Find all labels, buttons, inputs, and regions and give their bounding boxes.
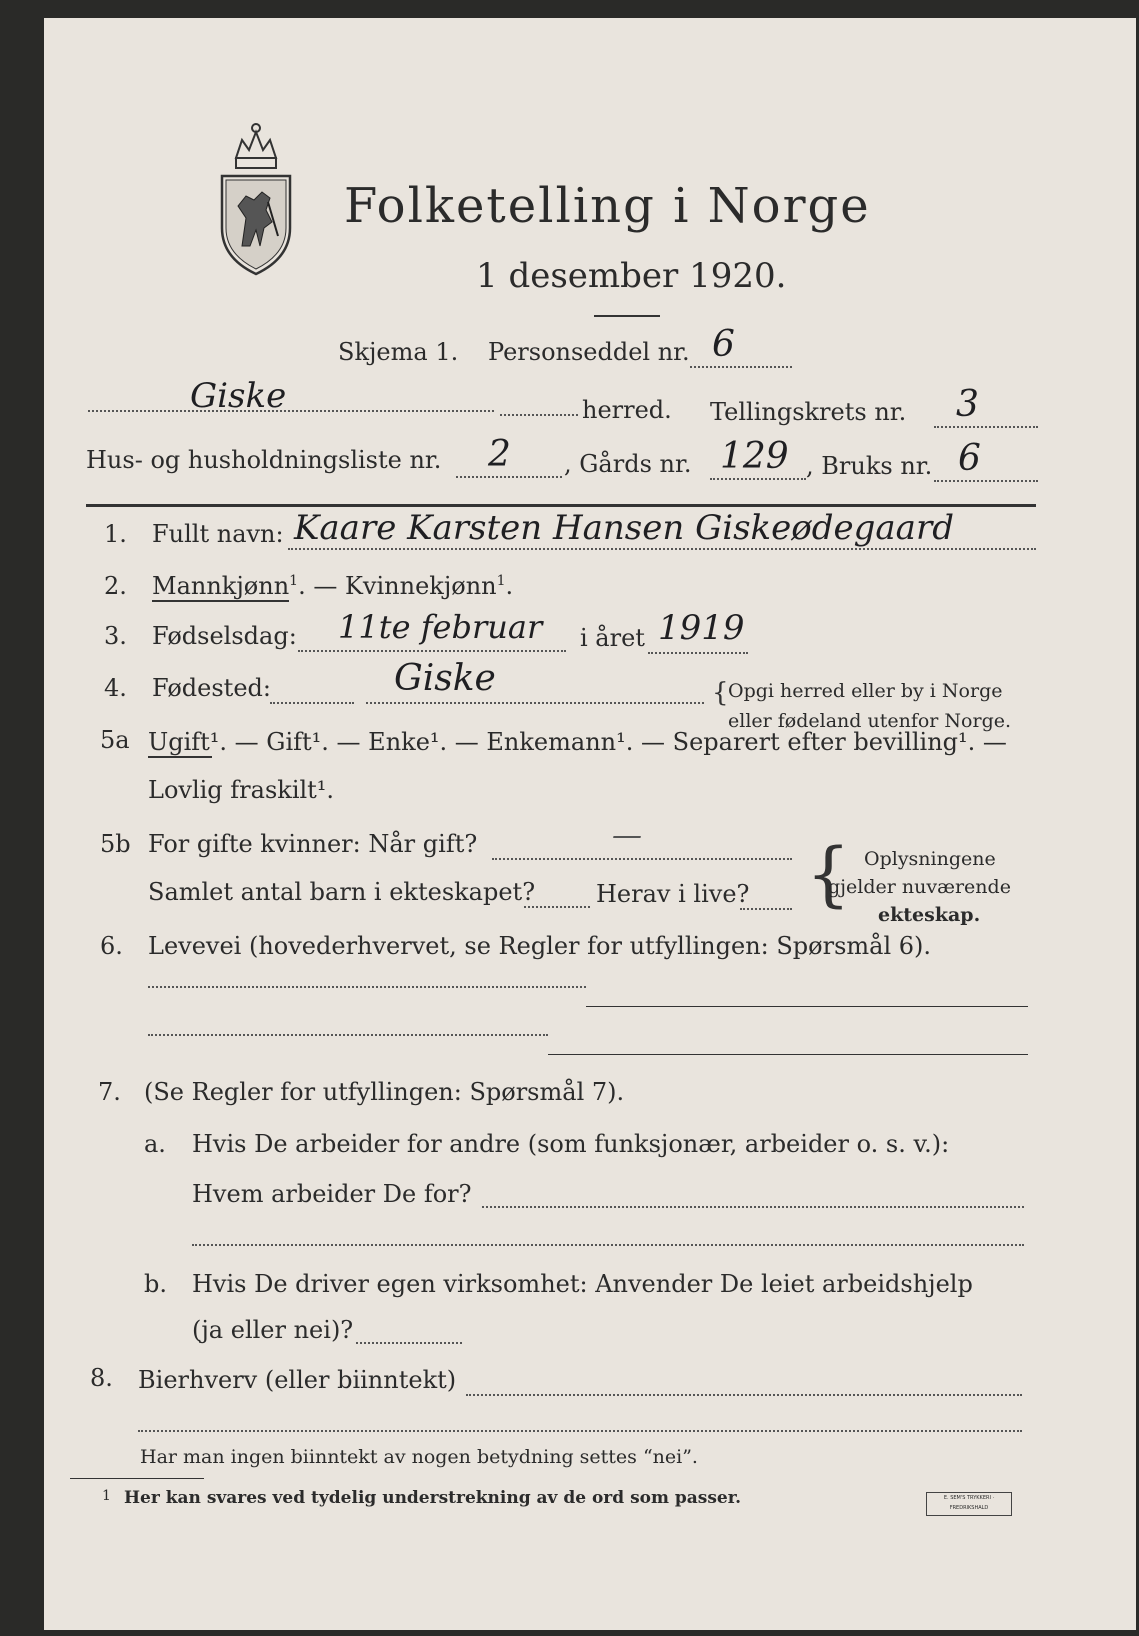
q4-label: Fødested: bbox=[152, 674, 271, 702]
title-divider bbox=[594, 315, 660, 317]
children-total-label: Samlet antal barn i ekteskapet? bbox=[148, 878, 536, 906]
q1-number: 1. bbox=[104, 520, 127, 548]
gards-value[interactable]: 129 bbox=[720, 436, 789, 477]
employer-field-line-2[interactable] bbox=[192, 1244, 1024, 1246]
q5b-number: 5b bbox=[100, 830, 131, 858]
hired-help-label: (ja eller nei)? bbox=[192, 1316, 354, 1344]
birthplace-value[interactable]: Giske bbox=[394, 658, 496, 699]
gender-female-option[interactable]: — Kvinnekjønn bbox=[313, 572, 497, 600]
married-when-value[interactable]: — bbox=[612, 818, 642, 853]
gender-male-option[interactable]: Mannkjønn bbox=[152, 572, 290, 600]
tellingskrets-label: Tellingskrets nr. bbox=[710, 398, 907, 426]
side-income-field[interactable] bbox=[466, 1394, 1022, 1396]
marital-status-options[interactable]: Ugift¹. — Gift¹. — Enke¹. — Enkemann¹. — Separert efter bevilling¹. — bbox=[148, 728, 1007, 756]
q7a-letter: a. bbox=[144, 1130, 166, 1158]
herred-label: herred. bbox=[582, 396, 672, 424]
q7b-question: Hvis De driver egen virksomhet: Anvender De leiet arbeidshjelp bbox=[192, 1270, 973, 1298]
q1-label: Fullt navn: bbox=[152, 520, 284, 548]
herred-value[interactable]: Giske bbox=[190, 376, 287, 416]
year-label: i året bbox=[580, 624, 645, 652]
form-title: Folketelling i Norge bbox=[344, 178, 871, 234]
ugift-underline bbox=[148, 756, 212, 758]
q3-number: 3. bbox=[104, 622, 127, 650]
hired-help-field[interactable] bbox=[356, 1342, 462, 1344]
footnote-mark: 1 bbox=[102, 1488, 111, 1504]
occupation-line-1[interactable] bbox=[586, 1006, 1028, 1007]
footnote-divider bbox=[70, 1478, 204, 1479]
personseddel-label: Personseddel nr. bbox=[488, 338, 690, 366]
q7a-question: Hvis De arbeider for andre (som funksjonær, arbeider o. s. v.): bbox=[192, 1130, 950, 1158]
side-income-label: Bierhverv (eller biinntekt) bbox=[138, 1366, 457, 1394]
household-list-value[interactable]: 2 bbox=[488, 434, 511, 475]
bruks-label: , Bruks nr. bbox=[806, 452, 933, 480]
schema-label: Skjema 1. bbox=[338, 338, 459, 366]
marriage-note-line3: ekteskap. bbox=[878, 904, 981, 926]
birth-year-value[interactable]: 1919 bbox=[658, 608, 745, 648]
norwegian-coat-of-arms-icon bbox=[216, 118, 296, 278]
census-form-page: Folketelling i Norge 1 desember 1920. Skjema 1. Personseddel nr. 6 Giske herred. Tellingskrets nr. 3 Hus- og husholdningsliste nr. 2 , Gårds nr. 129 , Bruks nr. 6 1. Fullt navn: Kaare Karsten Hansen Giskeødegaard 2. Mannkjønn$^1$. — Kvinnekjønn$^1$. 3. Fødselsdag: 11te februar i året 1919 4. Fødested: Giske { Opgi herred eller by i Norge eller fødeland utenfor Norge. 5a Ugift¹. — Gift¹. — Enke¹. — Enkemann¹. — Separert efter bevilling¹. — Lovlig fraskilt¹. 5b For gifte kvinner: Når gift? — Samlet antal barn i ekteskapet? Herav i live? { Oplysningene gjelder nuværende ekteskap. 6. Levevei (hovederhvervet, se Regler for utfyllingen: Spørsmål 6). 7. (Se Regler for utfyllingen: Spørsmål 7). a. Hvis De arbeider for andre (som funksjonær, arbeider o. s. v.): Hvem arbeider De for? b. Hvis De driver egen virksomhet: Anvender De leiet arbeidshjelp (ja eller nei)? 8. Bierhverv (eller biinntekt) Har man ingen biinntekt av nogen betydning settes “nei”. 1 Her kan svares ved tydelig understrekning av de ord som passer. E. SEM'S TRYKKERI · FREDRIKSHALD bbox=[44, 18, 1136, 1630]
q5a-number: 5a bbox=[100, 726, 130, 754]
gards-label: , Gårds nr. bbox=[564, 450, 692, 478]
employer-field[interactable] bbox=[482, 1206, 1024, 1208]
footnote-text: Her kan svares ved tydelig understrekning av de ord som passer. bbox=[124, 1488, 742, 1508]
side-income-field-line-2[interactable] bbox=[138, 1430, 1022, 1432]
q7-label: (Se Regler for utfyllingen: Spørsmål 7). bbox=[144, 1078, 625, 1106]
header-divider bbox=[86, 504, 1036, 507]
side-income-note: Har man ingen biinntekt av nogen betydning settes “nei”. bbox=[140, 1446, 698, 1468]
marital-status-options-continued[interactable]: Lovlig fraskilt¹. bbox=[148, 776, 335, 804]
household-list-label: Hus- og husholdningsliste nr. bbox=[86, 446, 442, 474]
q6-number: 6. bbox=[100, 932, 123, 960]
tellingskrets-value[interactable]: 3 bbox=[956, 384, 979, 425]
occupation-label: Levevei (hovederhvervet, se Regler for utfyllingen: Spørsmål 6). bbox=[148, 932, 932, 960]
marriage-note-line1: Oplysningene bbox=[864, 848, 996, 870]
printer-stamp: E. SEM'S TRYKKERI · FREDRIKSHALD bbox=[926, 1492, 1012, 1516]
q2-number: 2. bbox=[104, 572, 127, 600]
birthplace-note-line1: Opgi herred eller by i Norge bbox=[728, 680, 1003, 702]
personseddel-value[interactable]: 6 bbox=[712, 324, 735, 365]
q4-number: 4. bbox=[104, 674, 127, 702]
marriage-note-line2: gjelder nuværende bbox=[828, 876, 1011, 898]
employer-label: Hvem arbeider De for? bbox=[192, 1180, 472, 1208]
q8-number: 8. bbox=[90, 1364, 113, 1392]
q3-label: Fødselsdag: bbox=[152, 622, 297, 650]
occupation-line-2[interactable] bbox=[548, 1054, 1028, 1055]
children-alive-label: Herav i live? bbox=[596, 880, 750, 908]
census-date: 1 desember 1920. bbox=[476, 256, 787, 296]
birthplace-note-line2: eller fødeland utenfor Norge. bbox=[728, 710, 1012, 732]
married-when-label: For gifte kvinner: Når gift? bbox=[148, 830, 478, 858]
birthday-value[interactable]: 11te februar bbox=[338, 608, 543, 646]
full-name-value[interactable]: Kaare Karsten Hansen Giskeødegaard bbox=[294, 508, 954, 548]
q7-number: 7. bbox=[98, 1078, 121, 1106]
q7b-letter: b. bbox=[144, 1270, 167, 1298]
bruks-value[interactable]: 6 bbox=[958, 438, 981, 479]
